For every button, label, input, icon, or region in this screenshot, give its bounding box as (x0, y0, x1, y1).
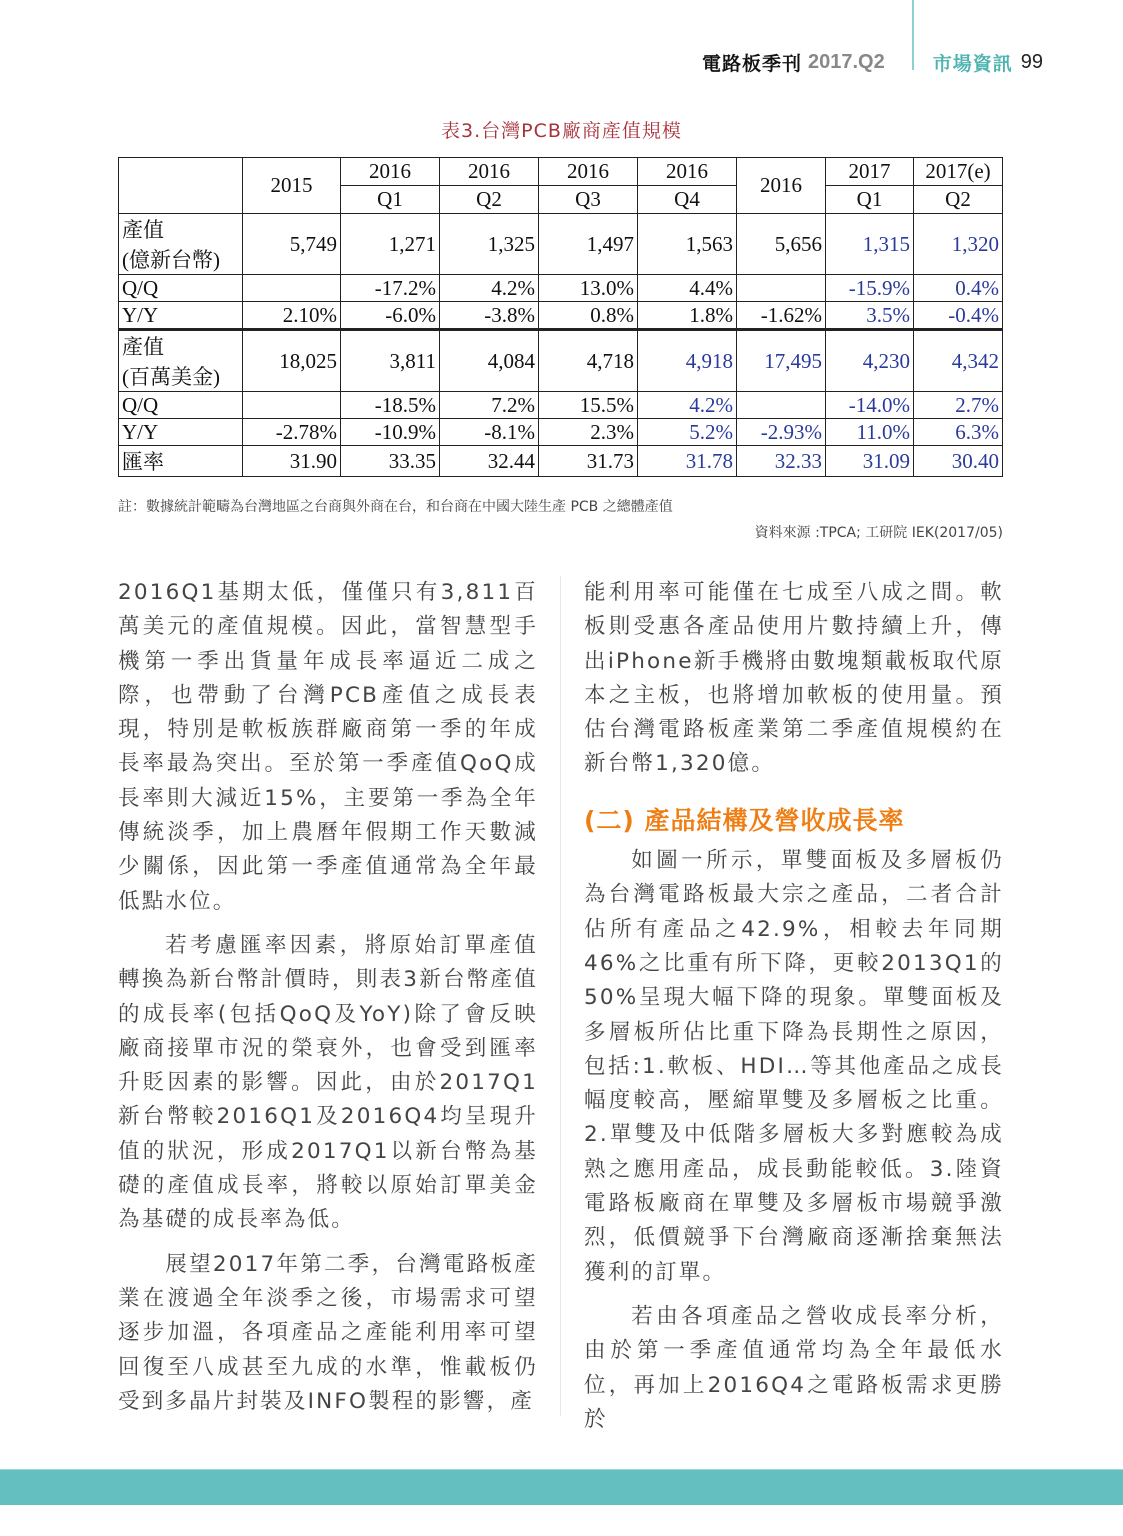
table-cell: 1,563 (638, 214, 737, 275)
table-body (119, 214, 1003, 477)
table-cell (243, 392, 341, 419)
table-cell: 31.09 (826, 446, 914, 477)
table-cell: -2.78% (243, 419, 341, 446)
table-cell: -10.9% (341, 419, 440, 446)
table-cell: 30.40 (914, 446, 1003, 477)
table-cell: 2.10% (243, 302, 341, 330)
table-cell (737, 275, 826, 302)
row-label (119, 446, 243, 477)
row-label-main: Q/Q (122, 275, 159, 300)
pcb-output-table (118, 157, 1003, 477)
paragraph: 能利用率可能僅在七成至八成之間。軟板則受惠各產品使用片數持續上升，傳出iPhone新手機將由數塊類載板取代原本之主板，也將增加軟板的使用量。預估台灣電路板產業第二季產值規模約在新台幣1,320億。 (584, 580, 1004, 777)
table-cell: -3.8% (440, 302, 539, 330)
table-cell: 5,749 (243, 214, 341, 275)
table-title: 表3.台灣PCB廠商產值規模 (441, 120, 682, 142)
table-cell: 2.7% (914, 392, 1003, 419)
table-cell: -1.62% (737, 302, 826, 330)
table-cell: 1,497 (539, 214, 638, 275)
column-subheader: Q1 (341, 186, 440, 214)
table-cell: -2.93% (737, 419, 826, 446)
body-column-right (584, 576, 1004, 1437)
table-cell: 31.78 (638, 446, 737, 477)
paragraph: 如圖一所示，單雙面板及多層板仍為台灣電路板最大宗之產品，二者合計佔所有產品之42.9%，相較去年同期46%之比重有所下降，更較2013Q1的50%呈現大幅下降的現象。單雙面板及多層板所佔比重下降為長期性之原因，包括:1.軟板、HDI…等其他產品之成長幅度較高，壓縮單雙及多層板之比重。2.單雙及中低階多層板大多對應較為成熟之應用產品，成長動能較低。3.陸資電路板廠商在單雙及多層板市場競爭激烈，低價競爭下台灣廠商逐漸捨棄無法獲利的訂單。 (584, 848, 1004, 1285)
table-cell: 32.44 (440, 446, 539, 477)
row-label-main: Y/Y (122, 302, 159, 327)
paragraph: 若考慮匯率因素，將原始訂單產值轉換為新台幣計價時，則表3新台幣產值的成長率(包括QoQ及YoY)除了會反映廠商接單市況的榮衰外，也會受到匯率升貶因素的影響。因此，由於2017Q1新台幣較2016Q1及2016Q4均呈現升值的狀況，形成2017Q1以新台幣為基礎的產值成長率，將較以原始訂單美金為基礎的成長率為低。 (118, 932, 538, 1233)
table-cell: -0.4% (914, 302, 1003, 330)
publication-name: 電路板季刊 (701, 52, 802, 75)
table-cell: 4.2% (440, 275, 539, 302)
table-cell: 4,084 (440, 330, 539, 392)
table-cell: 4,342 (914, 330, 1003, 392)
table-cell: 33.35 (341, 446, 440, 477)
row-label-main: 產值 (122, 218, 164, 242)
table-cell: 3.5% (826, 302, 914, 330)
page-number: 99 (1020, 50, 1043, 73)
table-cell: 31.73 (539, 446, 638, 477)
table-row (119, 419, 1003, 446)
column-header: 2017(e) (914, 158, 1003, 186)
table-cell: 17,495 (737, 330, 826, 392)
issue-label: 2017.Q2 (808, 50, 885, 73)
row-label-main: Y/Y (122, 419, 159, 444)
table-cell: -8.1% (440, 419, 539, 446)
column-subheader: Q3 (539, 186, 638, 214)
column-subheader: Q2 (440, 186, 539, 214)
table-cell: 4,230 (826, 330, 914, 392)
table-cell: 1,325 (440, 214, 539, 275)
table-cell: 1,320 (914, 214, 1003, 275)
table-cell: 1,271 (341, 214, 440, 275)
row-label-main: Q/Q (122, 392, 159, 417)
table-cell: 4,918 (638, 330, 737, 392)
row-label (119, 302, 243, 330)
table-cell: 0.4% (914, 275, 1003, 302)
row-label (119, 419, 243, 446)
table-cell: -6.0% (341, 302, 440, 330)
table-source: 資料來源 :TPCA; 工研院 IEK(2017/05) (754, 525, 1003, 541)
table-cell (737, 392, 826, 419)
table-cell (243, 275, 341, 302)
table-cell: -17.2% (341, 275, 440, 302)
row-label-unit: (百萬美金) (122, 365, 220, 389)
header-corner (119, 158, 243, 214)
table-cell: 5.2% (638, 419, 737, 446)
row-label (119, 392, 243, 419)
column-subheader: Q2 (914, 186, 1003, 214)
table-row (119, 214, 1003, 275)
table-cell: 0.8% (539, 302, 638, 330)
table-cell: 1,315 (826, 214, 914, 275)
table-cell: 4.2% (638, 392, 737, 419)
header-divider (912, 0, 914, 70)
section-name: 市場資訊 (932, 52, 1013, 75)
paragraph: 若由各項產品之營收成長率分析，由於第一季產值通常均為全年最低水位，再加上2016Q4之電路板需求更勝於 (584, 1303, 1004, 1432)
column-divider (560, 576, 561, 1416)
table-cell: 1.8% (638, 302, 737, 330)
table-cell: 31.90 (243, 446, 341, 477)
table-cell: 7.2% (440, 392, 539, 419)
table-cell: 5,656 (737, 214, 826, 275)
table-cell: 2.3% (539, 419, 638, 446)
table-cell: 13.0% (539, 275, 638, 302)
table-cell: 4.4% (638, 275, 737, 302)
table-cell: 6.3% (914, 419, 1003, 446)
column-header: 2016 (440, 158, 539, 186)
paragraph: 2016Q1基期太低，僅僅只有3,811百萬美元的產值規模。因此，當智慧型手機第一季出貨量年成長率逼近二成之際，也帶動了台灣PCB產值之成長表現，特別是軟板族群廠商第一季的年成長率最為突出。至於第一季產值QoQ成長率則大減近15%，主要第一季為全年傳統淡季，加上農曆年假期工作天數減少關係，因此第一季產值通常為全年最低點水位。 (118, 580, 538, 914)
table-cell: 3,811 (341, 330, 440, 392)
table-cell: 15.5% (539, 392, 638, 419)
table-cell: -14.0% (826, 392, 914, 419)
column-header: 2015 (243, 158, 341, 214)
row-label-unit: (億新台幣) (122, 248, 220, 272)
column-header: 2016 (638, 158, 737, 186)
body-column-left (118, 576, 538, 1419)
row-label-main: 匯率 (122, 450, 164, 474)
table-cell: 11.0% (826, 419, 914, 446)
column-header: 2016 (341, 158, 440, 186)
row-label (119, 330, 243, 392)
section-heading: (二) 產品結構及營收成長率 (584, 805, 905, 835)
table-cell: -18.5% (341, 392, 440, 419)
table-row (119, 275, 1003, 302)
paragraph: 展望2017年第二季，台灣電路板產業在渡過全年淡季之後，市場需求可望逐步加溫，各項產品之產能利用率可望回復至八成甚至九成的水準，惟載板仍受到多晶片封裝及INFO製程的影響，產 (118, 1251, 538, 1414)
table-cell: -15.9% (826, 275, 914, 302)
row-label (119, 275, 243, 302)
table-note: 註：數據統計範疇為台灣地區之台商與外商在台，和台商在中國大陸生產 PCB 之總體產值 (118, 499, 673, 515)
table-cell: 4,718 (539, 330, 638, 392)
table-cell: 32.33 (737, 446, 826, 477)
table-row (119, 446, 1003, 477)
table-row (119, 330, 1003, 392)
row-label-main: 產值 (122, 335, 164, 359)
column-header: 2017 (826, 158, 914, 186)
column-subheader: Q4 (638, 186, 737, 214)
row-label (119, 214, 243, 275)
table-row (119, 302, 1003, 330)
table-cell: 18,025 (243, 330, 341, 392)
column-subheader: Q1 (826, 186, 914, 214)
footer-band (0, 1469, 1123, 1505)
table-row (119, 392, 1003, 419)
table-header-row-years (119, 158, 1003, 186)
page-header (702, 44, 1043, 80)
column-header: 2016 (737, 158, 826, 214)
column-header: 2016 (539, 158, 638, 186)
